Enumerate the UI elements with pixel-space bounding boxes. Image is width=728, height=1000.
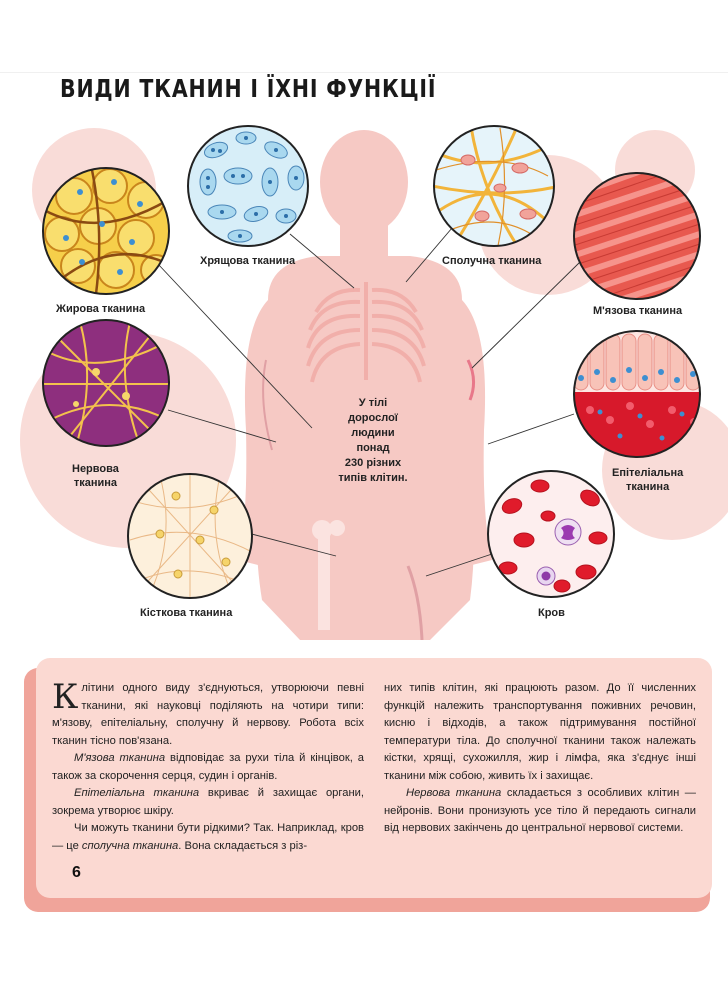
label-fat: Жирова тканина bbox=[56, 303, 146, 315]
paragraph-nerve: Нервова тканина складається з особливих клітин — нейронів. Вони пронизують усе тіло й передають сигнали від нервових закінчень до центральної нервової системи. bbox=[384, 787, 696, 834]
label-blood: Кров bbox=[538, 607, 565, 619]
fact-line-2: дорослої bbox=[348, 412, 398, 424]
paragraph-connective: них типів клітин, які працюють разом. До її численних функцій належить транспортування поживних речовин, кисню і відходів, а також підтримування постійної температури тіла. До сполучної тканини також належать кістки, хрящі, сухожилля, жир і лімфа, яка з'єднує інші тканини між собою, живить їх і захищає. bbox=[384, 682, 696, 782]
paragraph-intro: Клітини одного виду з'єднуються, утворюючи певні тканини, які науковці поділяють на чотири типи: м'язову, епітеліальну, сполучну й нервову. Робота всіх тканин тісно пов'язана. bbox=[52, 677, 364, 747]
page-number: 6 bbox=[72, 864, 81, 881]
label-epithelial-line1: Епітеліальна bbox=[612, 467, 684, 479]
label-connective: Сполучна тканина bbox=[442, 255, 542, 267]
page-title: ВИДИ ТКАНИН І ЇХНІ ФУНКЦІЇ bbox=[60, 74, 437, 103]
tissue-illustration bbox=[0, 100, 728, 640]
fact-line-1: У тілі bbox=[358, 397, 388, 409]
drop-cap: К bbox=[52, 677, 79, 717]
fact-line-5: 230 різних bbox=[344, 457, 402, 469]
paragraph-epithelial: Епітеліальна тканина вкриває й захищає органи, зокрема утворює шкіру. bbox=[52, 787, 364, 817]
label-nerve bbox=[72, 462, 119, 490]
text-column-right bbox=[384, 680, 696, 838]
cell-types-fact bbox=[318, 396, 428, 486]
header-divider bbox=[0, 72, 728, 73]
text-column-left bbox=[52, 677, 365, 855]
paragraph-liquid: Чи можуть тканини бути рідкими? Так. Наприклад, кров — це сполучна тканина. Вона складається з різ- bbox=[52, 822, 364, 852]
label-nerve-line1: Нервова bbox=[72, 463, 119, 475]
label-muscle: М'язова тканина bbox=[593, 305, 683, 317]
fact-line-4: понад bbox=[356, 442, 390, 454]
label-cartilage: Хрящова тканина bbox=[200, 255, 296, 267]
fact-line-3: людини bbox=[351, 427, 395, 439]
label-epithelial-line2: тканина bbox=[626, 481, 670, 493]
fact-line-6: типів клітин. bbox=[338, 472, 408, 484]
label-bone: Кісткова тканина bbox=[140, 607, 233, 619]
label-nerve-line2: тканина bbox=[73, 477, 118, 489]
top-band bbox=[0, 0, 728, 72]
paragraph-muscle: М'язова тканина відповідає за рухи тіла й кінцівок, а також за скорочення серця, судин і органів. bbox=[52, 752, 365, 782]
label-epithelial bbox=[612, 466, 683, 494]
